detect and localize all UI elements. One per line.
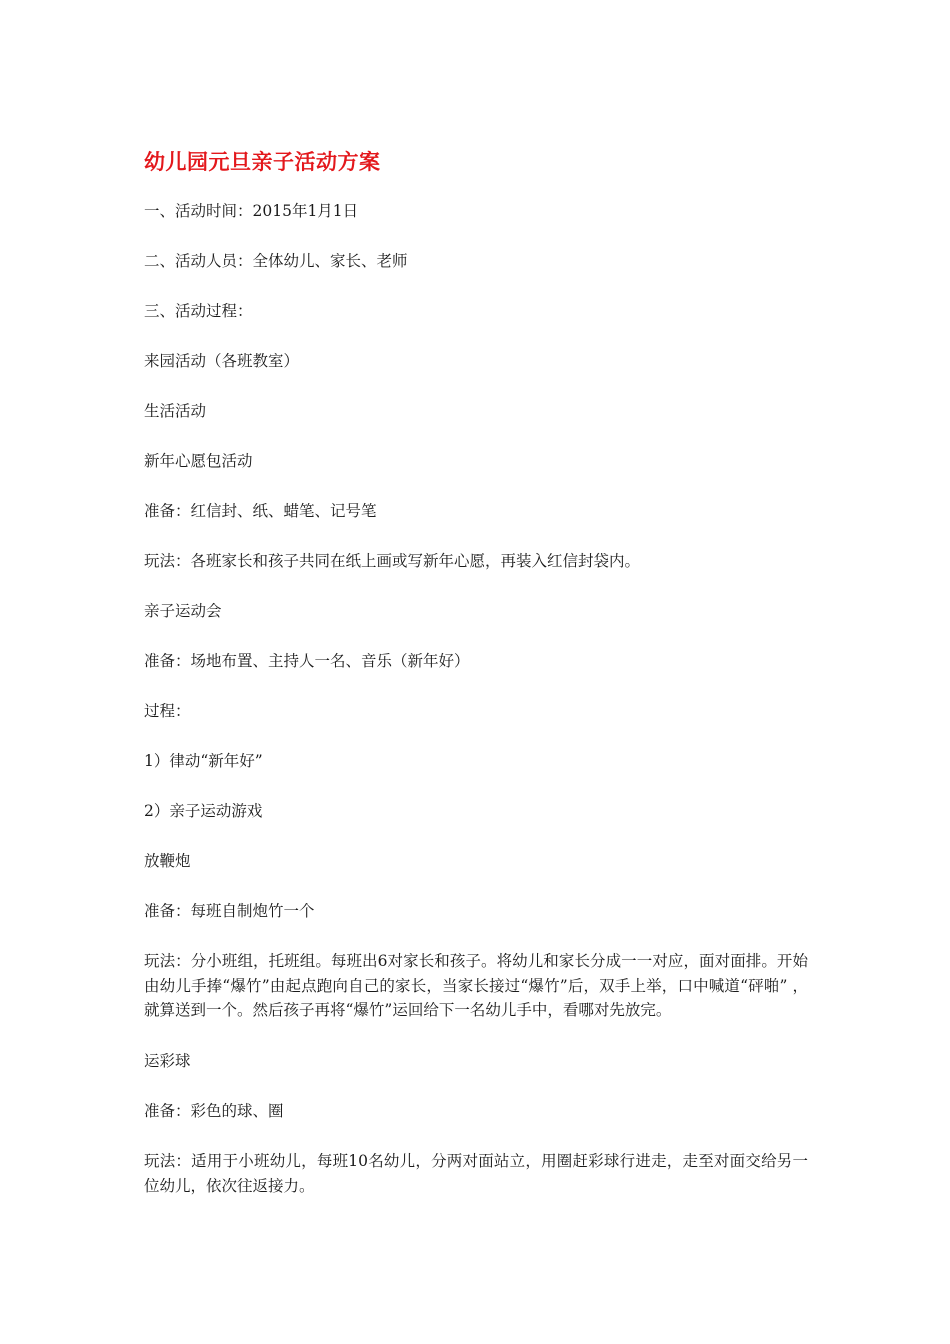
activity-people-line: 二、活动人员：全体幼儿、家长、老师 [144, 252, 408, 270]
sports-meet-heading: 亲子运动会 [144, 602, 222, 620]
document-title: 幼儿园元旦亲子活动方案 [144, 150, 381, 174]
daily-activity-line: 生活活动 [144, 402, 207, 420]
wish-bag-heading: 新年心愿包活动 [144, 452, 253, 470]
sports-meet-preparation: 准备：场地布置、主持人一名、音乐（新年好） [144, 652, 470, 670]
firecracker-game-heading: 放鞭炮 [144, 852, 191, 870]
firecracker-game-preparation: 准备：每班自制炮竹一个 [144, 902, 315, 920]
process-step-1: 1）律动“新年好” [144, 752, 263, 770]
ball-game-rules: 玩法：适用于小班幼儿，每班10名幼儿，分两对面站立，用圈赶彩球行进走，走至对面交给另一位幼儿，依次往返接力。 [144, 1152, 808, 1195]
ball-game-heading: 运彩球 [144, 1052, 191, 1070]
ball-game-preparation: 准备：彩色的球、圈 [144, 1102, 284, 1120]
process-step-2: 2）亲子运动游戏 [144, 802, 263, 820]
wish-bag-preparation: 准备：红信封、纸、蜡笔、记号笔 [144, 502, 377, 520]
activity-process-heading: 三、活动过程： [144, 302, 253, 320]
activity-time-line: 一、活动时间：2015年1月1日 [144, 202, 359, 220]
process-heading: 过程： [144, 702, 191, 720]
firecracker-game-rules: 玩法：分小班组，托班组。每班出6对家长和孩子。将幼儿和家长分成一一对应，面对面排。开始由幼儿手捧“爆竹”由起点跑向自己的家长，当家长接过“爆竹”后，双手上举，口中喊道“砰啪” ，就算送到一个。然后孩子再将“爆竹”运回给下一名幼儿手中，看哪对先放完。 [144, 952, 808, 1019]
wish-bag-rules: 玩法：各班家长和孩子共同在纸上画或写新年心愿，再装入红信封袋内。 [144, 552, 641, 570]
arrival-activity-line: 来园活动（各班教室） [144, 352, 300, 370]
